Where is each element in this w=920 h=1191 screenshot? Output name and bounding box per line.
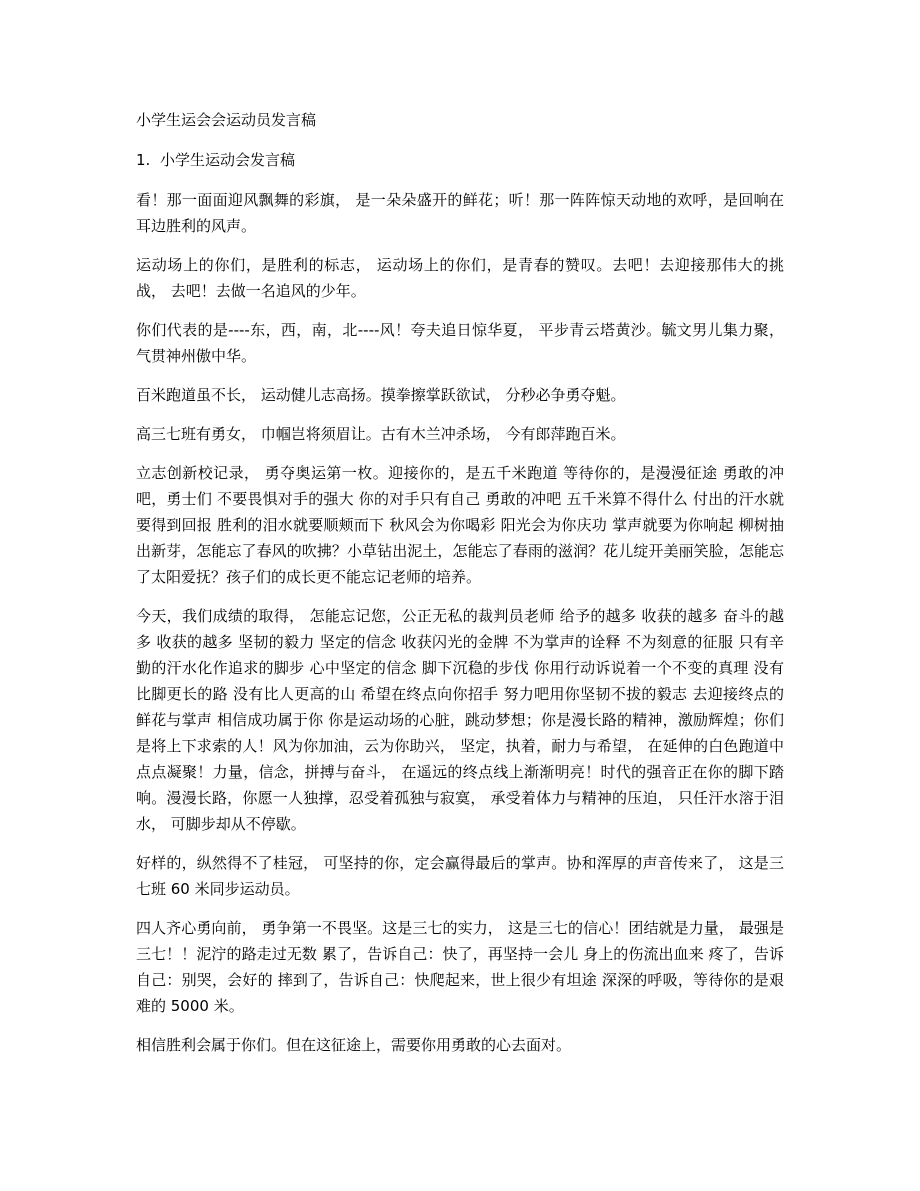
section-heading	[136, 147, 784, 173]
paragraph: 四人齐心勇向前， 勇争第一不畏坚。这是三七的实力， 这是三七的信心！团结就是力量， 最强是三七！！泥泞的路走过无数 累了，告诉自己：快了，再坚持一会儿 身上的伤流出血来 疼了，告诉自己：别哭，会好的 摔到了，告诉自己：快爬起来，世上很少有坦途 深深的呼吸，等待你的是艰难的 5000 米。	[136, 919, 784, 1015]
document-title: 小学生运会会运动员发言稿	[136, 111, 317, 129]
paragraph: 运动场上的你们，是胜利的标志， 运动场上的你们，是青春的赞叹。去吧！去迎接那伟大的挑战， 去吧！去做一名追风的少年。	[136, 256, 784, 300]
paragraph: 百米跑道虽不长， 运动健儿志高扬。摸拳擦掌跃欲试， 分秒必争勇夺魁。	[136, 386, 626, 404]
document-page	[136, 107, 784, 1071]
paragraph: 相信胜利会属于你们。但在这征途上，需要你用勇敢的心去面对。	[136, 1036, 572, 1054]
paragraph: 看！那一面面迎风飘舞的彩旗， 是一朵朵盛开的鲜花；听！那一阵阵惊天动地的欢呼，是回响在耳边胜利的风声。	[136, 191, 784, 235]
paragraph: 高三七班有勇女， 巾帼岂将须眉让。古有木兰冲杀场， 今有郎萍跑百米。	[136, 425, 626, 443]
paragraph: 立志创新校记录， 勇夺奥运第一枚。迎接你的，是五千米跑道 等待你的，是漫漫征途 勇敢的冲吧，勇士们 不要畏惧对手的强大 你的对手只有自己 勇敢的冲吧 五千米算不得什么 付出的汗水就要得到回报 胜利的泪水就要顺颊而下 秋风会为你喝彩 阳光会为你庆功 掌声就要为你响起 柳树抽出新芽，怎能忘了春风的吹拂？小草钻出泥土，怎能忘了春雨的滋润？花儿绽开美丽笑脸，怎能忘了太阳爱抚？孩子们的成长更不能忘记老师的培养。	[136, 464, 784, 586]
section-number: 1.	[136, 151, 151, 169]
section-heading-text: 小学生运动会发言稿	[160, 151, 296, 169]
paragraph: 好样的，纵然得不了桂冠， 可坚持的你，定会赢得最后的掌声。协和浑厚的声音传来了， 这是三七班 60 米同步运动员。	[136, 854, 784, 898]
paragraph: 今天，我们成绩的取得， 怎能忘记您，公正无私的裁判员老师 给予的越多 收获的越多 奋斗的越多 收获的越多 坚韧的毅力 坚定的信念 收获闪光的金牌 不为掌声的诠释 不为刻意的征服 只有辛勤的汗水化作追求的脚步 心中坚定的信念 脚下沉稳的步伐 你用行动诉说着一个不变的真理 没有比脚更长的路 没有比人更高的山 希望在终点向你招手 努力吧用你坚韧不拔的毅志 去迎接终点的鲜花与掌声 相信成功属于你 你是运动场的心脏，跳动梦想；你是漫长路的精神，激励辉煌；你们是将上下求索的人！风为你加油，云为你助兴， 坚定，执着，耐力与希望， 在延伸的白色跑道中点点凝聚！力量，信念，拼搏与奋斗， 在遥远的终点线上渐渐明亮！时代的强音正在你的脚下踏响。漫漫长路，你愿一人独撑，忍受着孤独与寂寞， 承受着体力与精神的压迫， 只任汗水溶于泪水， 可脚步却从不停歇。	[136, 607, 784, 833]
paragraph: 你们代表的是----东，西，南，北----风！夸夫追日惊华夏， 平步青云塔黄沙。毓文男儿集力聚， 气贯神州傲中华。	[136, 321, 784, 365]
